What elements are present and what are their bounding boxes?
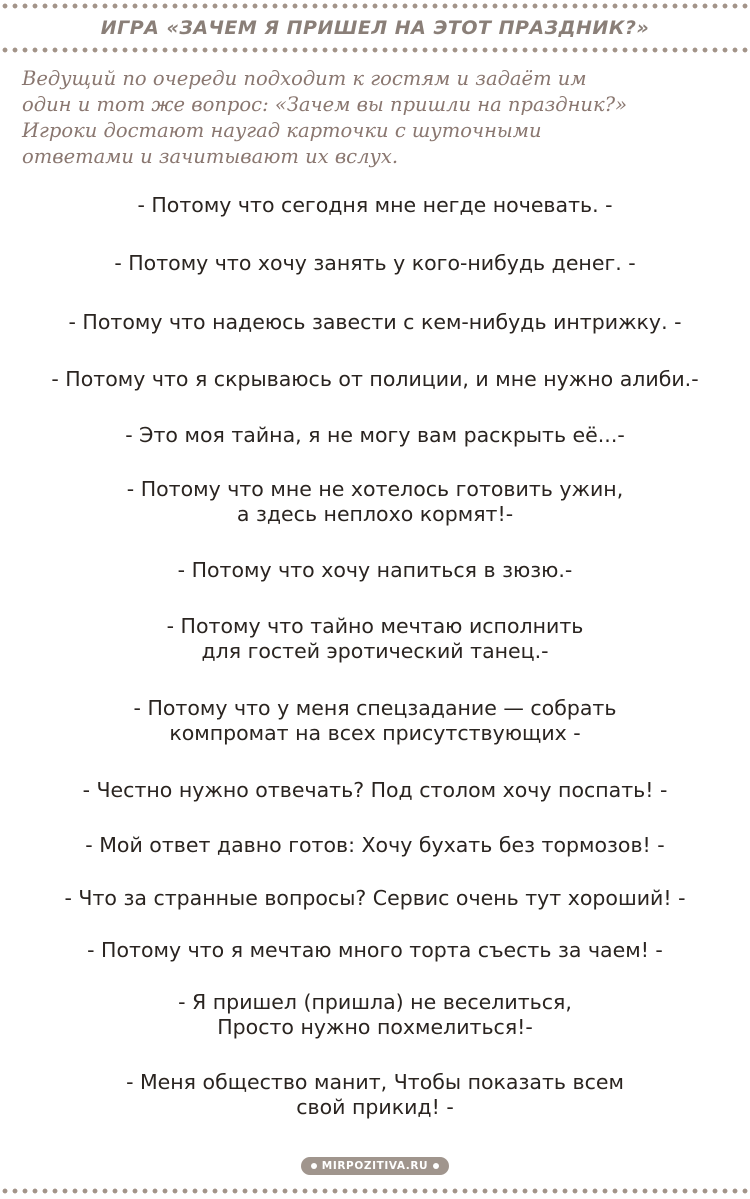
answer-line: компромат на всех присутствующих - <box>169 721 581 745</box>
dot-icon <box>311 1163 317 1169</box>
footer <box>0 1157 750 1175</box>
answer-line: - Потому что надеюсь завести с кем-нибудь интрижку. - <box>68 310 682 334</box>
answer-line: - Это моя тайна, я не могу вам раскрыть её...- <box>125 423 625 447</box>
answer-line: - Потому что я скрываюсь от полиции, и мне нужно алиби.- <box>51 367 699 391</box>
page-title: ИГРА «ЗАЧЕМ Я ПРИШЕЛ НА ЭТОТ ПРАЗДНИК?» <box>100 17 650 39</box>
answer-item <box>0 778 750 803</box>
answer-line: - Потому что тайно мечтаю исполнить <box>166 614 584 638</box>
intro-paragraph <box>22 66 738 170</box>
answer-line: - Потому что я мечтаю много торта съесть за чаем! - <box>87 938 663 962</box>
answer-line: - Меня общество манит, Чтобы показать всем <box>126 1070 624 1094</box>
answer-item <box>0 423 750 448</box>
answer-item <box>0 193 750 218</box>
answer-item <box>0 310 750 335</box>
answer-item <box>0 1070 750 1120</box>
answer-item <box>0 990 750 1040</box>
site-watermark-badge <box>301 1157 449 1175</box>
answer-item <box>0 558 750 583</box>
bottom-dot-border <box>0 1187 750 1195</box>
answer-item <box>0 367 750 392</box>
intro-line: ответами и зачитывают их вслух. <box>22 145 399 168</box>
answer-line: свой прикид! - <box>296 1095 454 1119</box>
answer-item <box>0 886 750 911</box>
answer-line: - Что за странные вопросы? Сервис очень тут хороший! - <box>64 886 686 910</box>
answer-line: - Честно нужно отвечать? Под столом хочу поспать! - <box>82 778 668 802</box>
answer-line: - Мой ответ давно готов: Хочу бухать без тормозов! - <box>85 833 665 857</box>
intro-line: Ведущий по очереди подходит к гостям и задаёт им <box>22 67 587 90</box>
top-dot-border <box>0 2 750 10</box>
site-watermark-text: MIRPOZITIVA.RU <box>321 1160 429 1172</box>
intro-line: Игроки достают наугад карточки с шуточными <box>22 119 542 142</box>
answer-line: - Потому что хочу занять у кого-нибудь денег. - <box>114 251 636 275</box>
answer-line: - Потому что хочу напиться в зюзю.- <box>177 558 573 582</box>
answer-line: - Потому что у меня спецзадание — собрать <box>133 696 617 720</box>
answer-line: - Я пришел (пришла) не веселиться, <box>178 990 572 1014</box>
answer-line: Просто нужно похмелиться!- <box>217 1015 533 1039</box>
header-banner <box>0 11 750 45</box>
answer-line: а здесь неплохо кормят!- <box>236 502 514 526</box>
answer-item <box>0 833 750 858</box>
answer-line: для гостей эротический танец.- <box>201 639 549 663</box>
answer-line: - Потому что сегодня мне негде ночевать. - <box>137 193 613 217</box>
answer-item <box>0 477 750 527</box>
answer-item <box>0 251 750 276</box>
header-dot-border <box>0 46 750 54</box>
intro-line: один и тот же вопрос: «Зачем вы пришли на праздник?» <box>22 93 628 116</box>
answer-item <box>0 938 750 963</box>
dot-icon <box>433 1163 439 1169</box>
answer-item <box>0 614 750 664</box>
answer-item <box>0 696 750 746</box>
answer-line: - Потому что мне не хотелось готовить ужин, <box>126 477 624 501</box>
